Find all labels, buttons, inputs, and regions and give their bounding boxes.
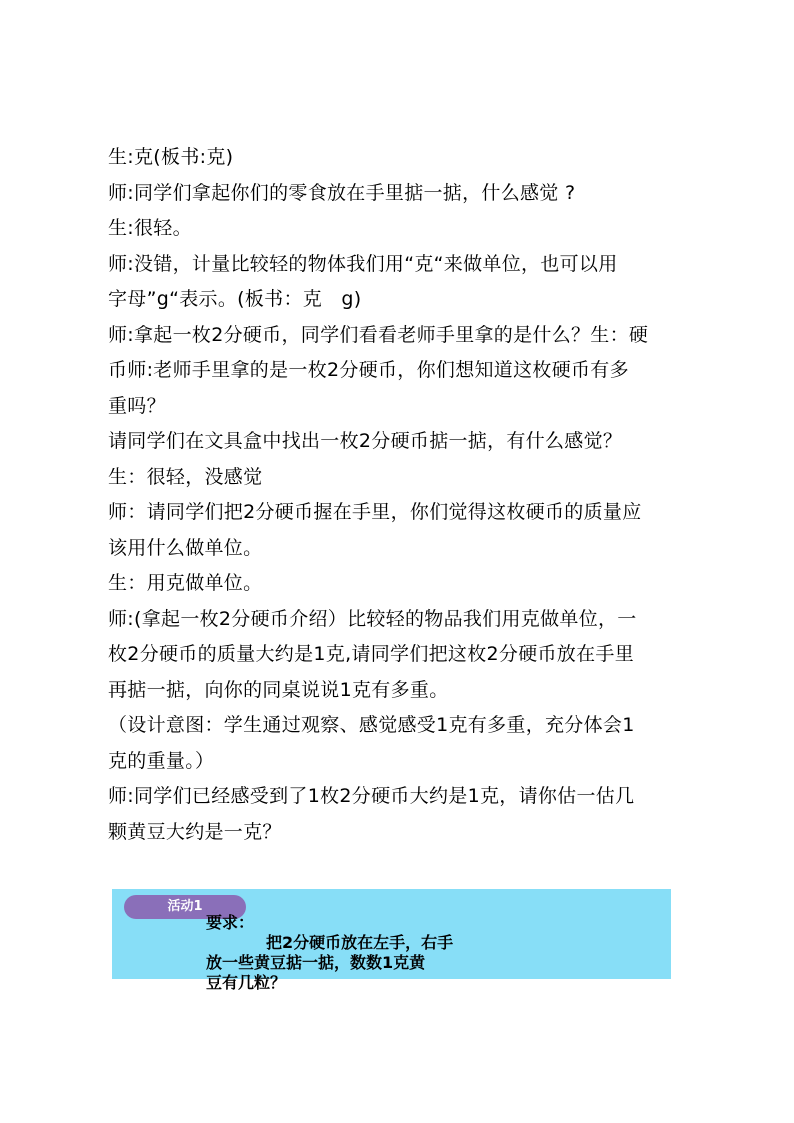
text-line: 生:很轻。	[108, 217, 192, 239]
text-line: 师:同学们拿起你们的零食放在手里掂一掂，什么感觉 ?	[108, 181, 576, 204]
activity-card	[112, 889, 671, 992]
activity-badge: 活动1	[124, 895, 246, 919]
text-line: （设计意图：学生通过观察、感觉感受1克有多重，充分体会1	[108, 714, 635, 736]
activity-line: 把2分硬币放在左手，右手	[266, 933, 454, 952]
lesson-text	[108, 140, 688, 850]
text-line: 生:克(板书:克)	[108, 146, 234, 168]
text-line: 字母”g“表示。(板书：克 g)	[108, 288, 362, 310]
text-line: 师：请同学们把2分硬币握在手里，你们觉得这枚硬币的质量应	[108, 501, 642, 523]
text-line: 枚2分硬币的质量大约是1克,请同学们把这枚2分硬币放在手里	[108, 643, 635, 665]
activity-instructions	[206, 913, 453, 993]
text-line: 师:同学们已经感受到了1枚2分硬币大约是1克，请你估一估几	[108, 785, 635, 807]
text-line: 师:(拿起一枚2分硬币介绍）比较轻的物品我们用克做单位，一	[108, 607, 637, 630]
text-line: 颗黄豆大约是一克？	[108, 820, 282, 843]
text-line: 师:拿起一枚2分硬币，同学们看看老师手里拿的是什么？生：硬	[108, 323, 649, 346]
text-line: 克的重量。）	[108, 749, 215, 772]
activity-line: 豆有几粒？	[206, 973, 287, 992]
requirement-label: 要求：	[206, 913, 255, 932]
text-line: 重吗？	[108, 394, 166, 417]
text-line: 生：很轻，没感觉	[108, 465, 263, 488]
text-line: 生：用克做单位。	[108, 572, 263, 594]
text-line: 该用什么做单位。	[108, 536, 263, 559]
text-line: 请同学们在文具盒中找出一枚2分硬币掂一掂，有什么感觉？	[108, 430, 623, 452]
activity-line: 放一些黄豆掂一掂，数数1克黄	[206, 953, 426, 972]
text-line: 再掂一掂，向你的同桌说说1克有多重。	[108, 678, 449, 701]
text-line: 币师:老师手里拿的是一枚2分硬币，你们想知道这枚硬币有多	[108, 359, 629, 381]
text-line: 师:没错，计量比较轻的物体我们用“克“来做单位，也可以用	[108, 252, 618, 275]
